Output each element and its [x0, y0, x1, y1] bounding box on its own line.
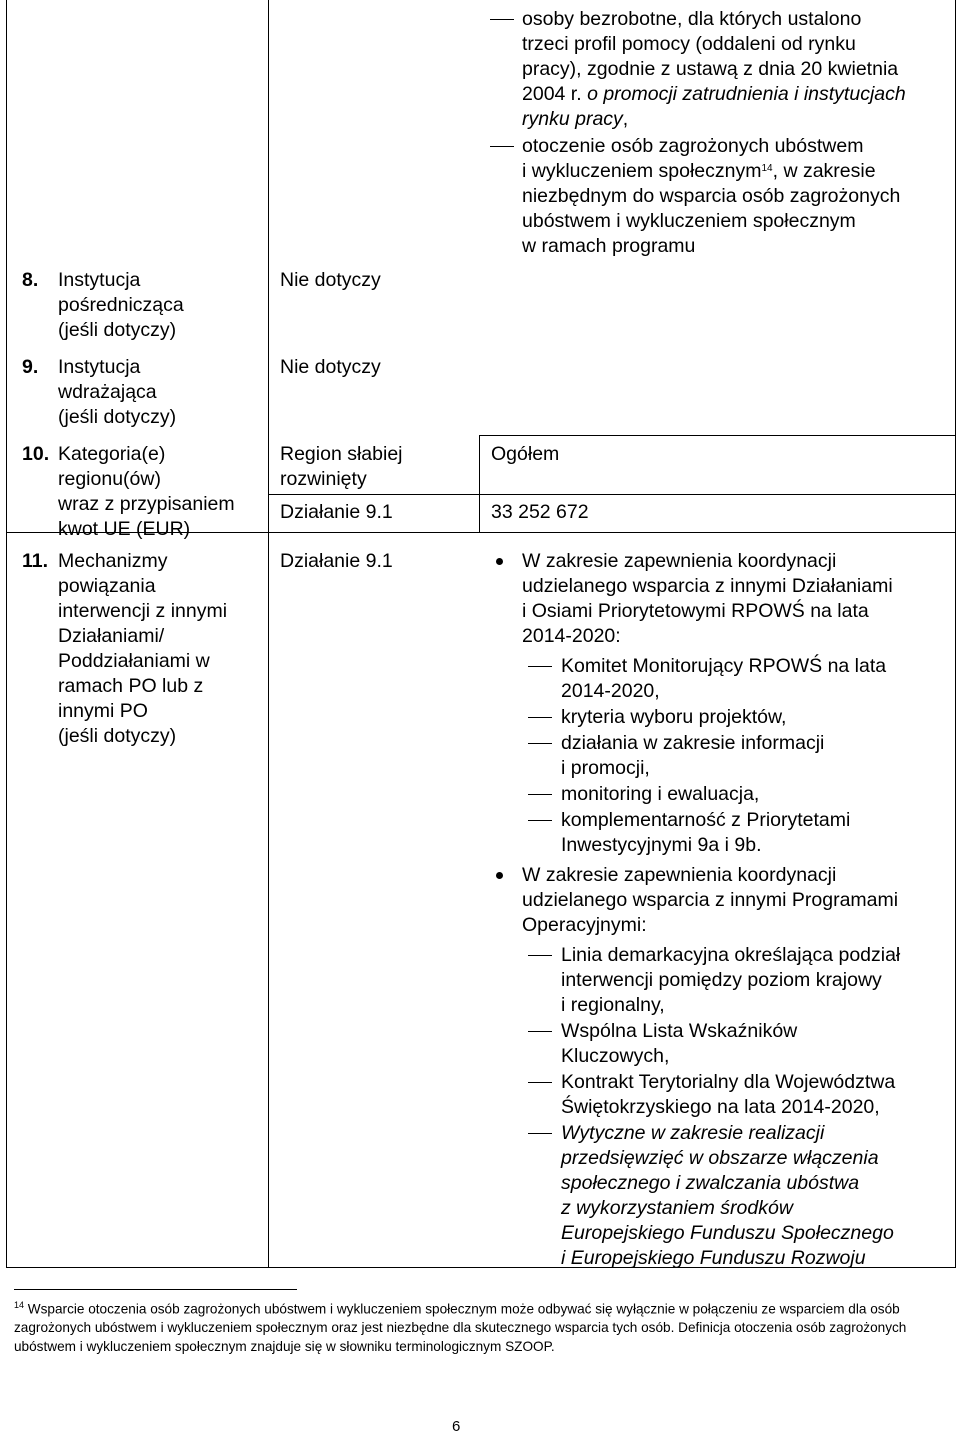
- dash-marker: [528, 717, 552, 718]
- row-label-line: 10. Kategoria(e): [22, 443, 166, 465]
- row-label-line: 9. Instytucja: [22, 356, 141, 378]
- dash-marker: [528, 1031, 552, 1032]
- total-header: Ogółem: [491, 443, 560, 465]
- row-label-line: (jeśli dotyczy): [58, 725, 177, 747]
- row-label-line: (jeśli dotyczy): [58, 406, 177, 428]
- column-divider-1: [268, 0, 269, 1268]
- sub-item-line: i Europejskiego Funduszu Rozwoju: [561, 1247, 866, 1269]
- dash-marker: [528, 1082, 552, 1083]
- bullet-line: Operacyjnymi:: [522, 914, 647, 936]
- row-label-line: Poddziałaniami w: [58, 650, 210, 672]
- bullet-line: udzielanego wsparcia z innymi Programami: [522, 889, 899, 911]
- sub-item-line: Linia demarkacyjna określająca podział: [561, 944, 901, 966]
- row-label-line: regionu(ów): [58, 468, 161, 490]
- sub-item-line: Świętokrzyskiego na lata 2014-2020,: [561, 1096, 880, 1118]
- list-item-line: osoby bezrobotne, dla których ustalono: [522, 8, 862, 30]
- sub-item-line: Wspólna Lista Wskaźników: [561, 1020, 798, 1042]
- action-label: Działanie 9.1: [280, 501, 393, 523]
- list-item-line: w ramach programu: [522, 235, 696, 257]
- list-item-line: i wykluczeniem społecznym$^{14}$, w zakresie: [522, 160, 876, 182]
- dash-marker: [528, 794, 552, 795]
- footnote-text: Wsparcie otoczenia osób zagrożonych ubóstwem i wykluczeniem społecznym może odbywać się wyłącznie w połączeniu ze wsparciem dla osób zagrożonych ubóstwem i wykluczeniem społecznym oraz jest niezbędne dla skutecznego wsparcia tych osób. Definicja otoczenia osób zagrożonych ubóstwem i wykluczeniem społecznym znajduje się w słowniku terminologicznym SZOOP.: [14, 1301, 907, 1354]
- sub-item-line: interwencji pomiędzy poziom krajowy: [561, 969, 882, 991]
- row-label-line: Działaniami/: [58, 625, 165, 647]
- row-value: Nie dotyczy: [280, 269, 381, 291]
- list-item-line: rynku pracy,: [522, 108, 629, 130]
- sub-item-line: Inwestycyjnymi 9a i 9b.: [561, 834, 762, 856]
- row-divider-10-mid: [268, 494, 955, 495]
- sub-item-line: Wytyczne w zakresie realizacji: [561, 1122, 825, 1144]
- list-item-line: pracy), zgodnie z ustawą z dnia 20 kwietnia: [522, 58, 899, 80]
- dash-marker: [528, 820, 552, 821]
- row-label-line: pośrednicząca: [58, 294, 184, 316]
- sub-item-line: z wykorzystaniem środków: [561, 1197, 793, 1219]
- sub-item-line: Europejskiego Funduszu Społecznego: [561, 1222, 894, 1244]
- dash-marker: [528, 1133, 552, 1134]
- dash-marker: [490, 19, 514, 20]
- sub-item-line: Kontrakt Terytorialny dla Województwa: [561, 1071, 896, 1093]
- bullet-marker: [496, 872, 503, 879]
- sub-item-line: przedsięwzięć w obszarze włączenia: [561, 1147, 879, 1169]
- row-label-line: interwencji z innymi: [58, 600, 228, 622]
- dash-marker: [528, 955, 552, 956]
- bullet-line: udzielanego wsparcia z innymi Działaniami: [522, 575, 893, 597]
- sub-item-line: komplementarność z Priorytetami: [561, 809, 851, 831]
- region-category: Region słabiej: [280, 443, 403, 465]
- footnote-mark: 14: [14, 1300, 25, 1310]
- page-number: 6: [452, 1418, 461, 1435]
- region-category: rozwinięty: [280, 468, 367, 490]
- dash-marker: [528, 666, 552, 667]
- column-divider-2: [479, 435, 480, 532]
- list-item-line: niezbędnym do wsparcia osób zagrożonych: [522, 185, 901, 207]
- row-label-line: (jeśli dotyczy): [58, 319, 177, 341]
- amount-value: 33 252 672: [491, 501, 589, 523]
- row-label-line: ramach PO lub z: [58, 675, 204, 697]
- footnote-separator: [14, 1289, 297, 1290]
- list-item-line: trzeci profil pomocy (oddaleni od rynku: [522, 33, 856, 55]
- sub-item-line: 2014-2020,: [561, 680, 660, 702]
- list-item-line: 2004 r. o promocji zatrudnienia i instytucjach: [522, 83, 906, 105]
- row-label-line: 8. Instytucja: [22, 269, 141, 291]
- bullet-line: i Osiami Priorytetowymi RPOWŚ na lata: [522, 600, 869, 622]
- sub-item-line: społecznego i zwalczania ubóstwa: [561, 1172, 860, 1194]
- row-divider-10-top: [479, 435, 955, 436]
- row-label-line: innymi PO: [58, 700, 148, 722]
- sub-item-line: monitoring i ewaluacja,: [561, 783, 760, 805]
- row-label-line: powiązania: [58, 575, 156, 597]
- table-left-border: [6, 0, 7, 1268]
- sub-item-line: Komitet Monitorujący RPOWŚ na lata: [561, 655, 887, 677]
- row-label-line: wdrażająca: [58, 381, 157, 403]
- row-label-line: wraz z przypisaniem: [58, 493, 235, 515]
- list-item-line: ubóstwem i wykluczeniem społecznym: [522, 210, 856, 232]
- bullet-marker: [496, 558, 503, 565]
- bullet-line: W zakresie zapewnienia koordynacji: [522, 550, 837, 572]
- sub-item-line: i promocji,: [561, 757, 650, 779]
- table-right-border: [955, 0, 956, 1268]
- footnote-reference: 14: [761, 163, 773, 174]
- sub-item-line: działania w zakresie informacji: [561, 732, 825, 754]
- row-value: Nie dotyczy: [280, 356, 381, 378]
- dash-marker: [528, 743, 552, 744]
- action-label: Działanie 9.1: [280, 550, 393, 572]
- row-label-line: kwot UE (EUR): [58, 518, 191, 540]
- sub-item-line: i regionalny,: [561, 994, 665, 1016]
- footnote: [14, 1296, 934, 1356]
- dash-marker: [490, 146, 514, 147]
- list-item-line: otoczenie osób zagrożonych ubóstwem: [522, 135, 864, 157]
- bullet-line: W zakresie zapewnienia koordynacji: [522, 864, 837, 886]
- row-label-line: 11. Mechanizmy: [22, 550, 168, 572]
- sub-item-line: Kluczowych,: [561, 1045, 670, 1067]
- bullet-line: 2014-2020:: [522, 625, 621, 647]
- sub-item-line: kryteria wyboru projektów,: [561, 706, 787, 728]
